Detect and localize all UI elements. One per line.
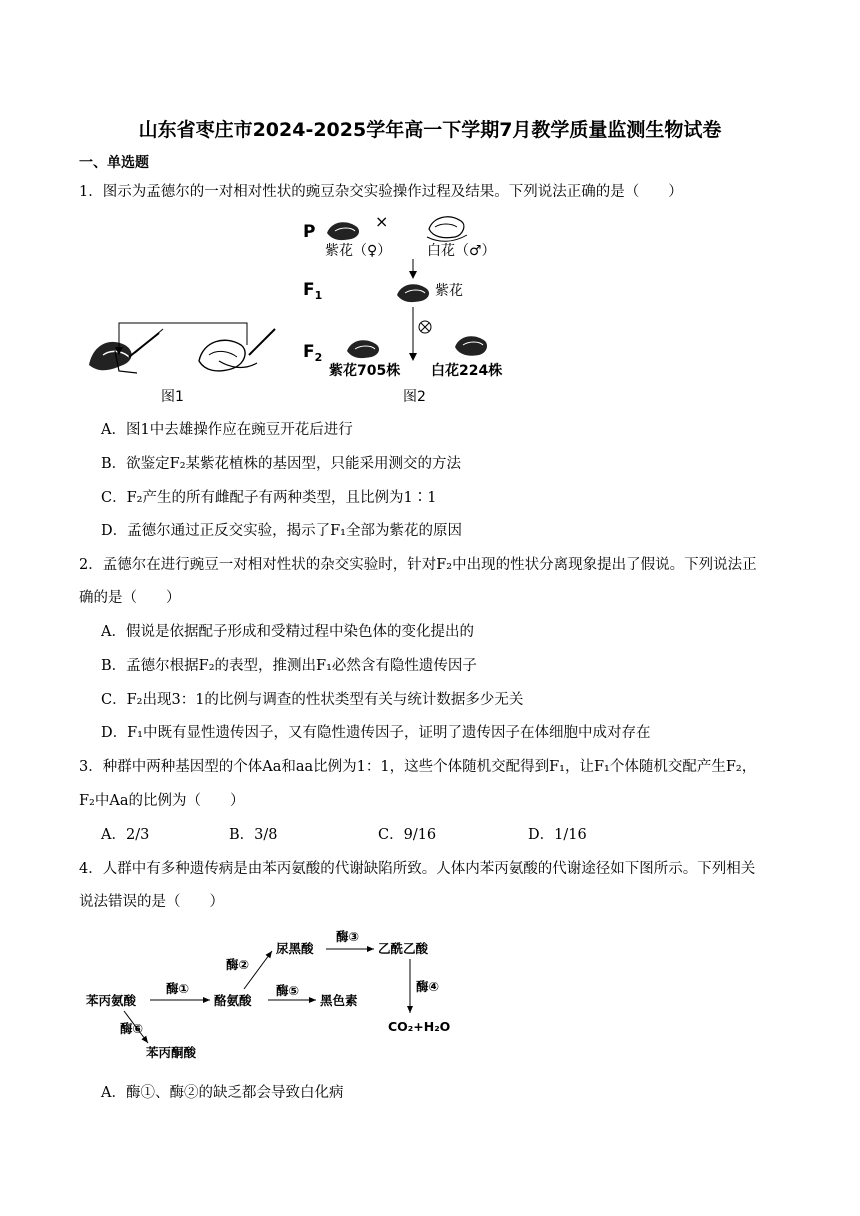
q2-stem-line1: 2．孟德尔在进行豌豆一对相对性状的杂交实验时，针对F₂中出现的性状分离现象提出了假说。下列说法正 bbox=[79, 557, 757, 573]
white-male-label: 白花（♂） bbox=[427, 243, 496, 259]
q3-stem-line1: 3．种群中两种基因型的个体Aa和aa比例为1：1，这些个体随机交配得到F₁，让F₁个体随机交配产生F₂， bbox=[79, 759, 757, 775]
page-title: 山东省枣庄市2024-2025学年高一下学期7月教学质量监测生物试卷 bbox=[138, 119, 722, 141]
enzyme-3-label: 酶③ bbox=[336, 929, 360, 944]
f2-white-flower-icon bbox=[455, 336, 487, 356]
phenylpyruvic-acid-label: 苯丙酮酸 bbox=[146, 1045, 197, 1060]
p-generation-label: P bbox=[303, 222, 316, 242]
q4-pathway-diagram bbox=[86, 925, 466, 1065]
q3-option-c: C．9/16 bbox=[378, 827, 437, 843]
q3-option-a: A．2/3 bbox=[101, 827, 150, 843]
q3-stem-line2: F₂中Aa的比例为（ ） bbox=[79, 793, 245, 809]
q1-option-a: A．图1中去雄操作应在豌豆开花后进行 bbox=[101, 422, 353, 438]
p-white-flower-icon bbox=[427, 217, 467, 241]
enzyme-6-label: 酶⑥ bbox=[120, 1021, 144, 1036]
fig1-label: 图1 bbox=[161, 389, 184, 405]
q2-option-c: C．F₂出现3：1的比例与调查的性状类型有关与统计数据多少无关 bbox=[101, 692, 524, 708]
fig1-flowers-illustration bbox=[89, 323, 275, 373]
co2-h2o-label: CO₂+H₂O bbox=[388, 1019, 451, 1034]
q4-option-a: A．酶①、酶②的缺乏都会导致白化病 bbox=[101, 1085, 344, 1101]
section-heading: 一、单选题 bbox=[79, 155, 149, 171]
f2-purple-count: 紫花705株 bbox=[329, 363, 401, 379]
melanin-label: 黑色素 bbox=[320, 993, 358, 1008]
q3-option-d: D．1/16 bbox=[528, 827, 587, 843]
cross-symbol: × bbox=[375, 212, 389, 231]
enzyme-1-label: 酶① bbox=[166, 981, 190, 996]
arrow-f1-to-f2 bbox=[409, 353, 417, 361]
q1-option-b: B．欲鉴定F₂某紫花植株的基因型，只能采用测交的方法 bbox=[101, 456, 462, 472]
q3-option-b: B．3/8 bbox=[229, 827, 278, 843]
f2-purple-flower-icon bbox=[347, 340, 379, 358]
tyrosine-label: 酪氨酸 bbox=[214, 993, 252, 1008]
f2-label: $F_2$ bbox=[303, 342, 323, 364]
q4-stem-line1: 4．人群中有多种遗传病是由苯丙氨酸的代谢缺陷所致。人体内苯丙氨酸的代谢途径如下图所示。下列相关 bbox=[79, 861, 756, 877]
q2-option-b: B．孟德尔根据F₂的表型，推测出F₁必然含有隐性遗传因子 bbox=[101, 658, 477, 674]
q1-stem: 1．图示为孟德尔的一对相对性状的豌豆杂交实验操作过程及结果。下列说法正确的是（ ） bbox=[79, 184, 683, 200]
q4-stem-line2: 说法错误的是（ ） bbox=[79, 894, 224, 910]
q2-option-a: A．假说是依据配子形成和受精过程中染色体的变化提出的 bbox=[101, 624, 474, 640]
purple-female-label: 紫花（♀） bbox=[325, 243, 392, 259]
enzyme-4-label: 酶④ bbox=[416, 979, 440, 994]
fig2-label: 图2 bbox=[403, 389, 426, 405]
p-purple-flower-icon bbox=[327, 222, 359, 240]
enzyme-2-label: 酶② bbox=[226, 957, 250, 972]
phenylalanine-label: 苯丙氨酸 bbox=[86, 993, 137, 1008]
q2-option-d: D．F₁中既有显性遗传因子，又有隐性遗传因子，证明了遗传因子在体细胞中成对存在 bbox=[101, 725, 651, 741]
f2-white-count: 白花224株 bbox=[431, 363, 503, 379]
arrow-p-to-f1 bbox=[409, 271, 417, 279]
f1-purple-flower-icon bbox=[397, 284, 429, 302]
q1-figure bbox=[79, 205, 519, 410]
f1-label: $F_1$ bbox=[303, 280, 323, 302]
q1-option-c: C．F₂产生的所有雌配子有两种类型，且比例为1∶1 bbox=[101, 490, 437, 506]
homogentisic-acid-label: 尿黑酸 bbox=[276, 941, 314, 956]
enzyme-5-label: 酶⑤ bbox=[276, 983, 300, 998]
q1-option-d: D．孟德尔通过正反交实验，揭示了F₁全部为紫花的原因 bbox=[101, 523, 462, 539]
f1-purple-label: 紫花 bbox=[435, 283, 463, 299]
acetoacetic-acid-label: 乙酰乙酸 bbox=[378, 941, 429, 956]
q2-stem-line2: 确的是（ ） bbox=[79, 590, 181, 606]
